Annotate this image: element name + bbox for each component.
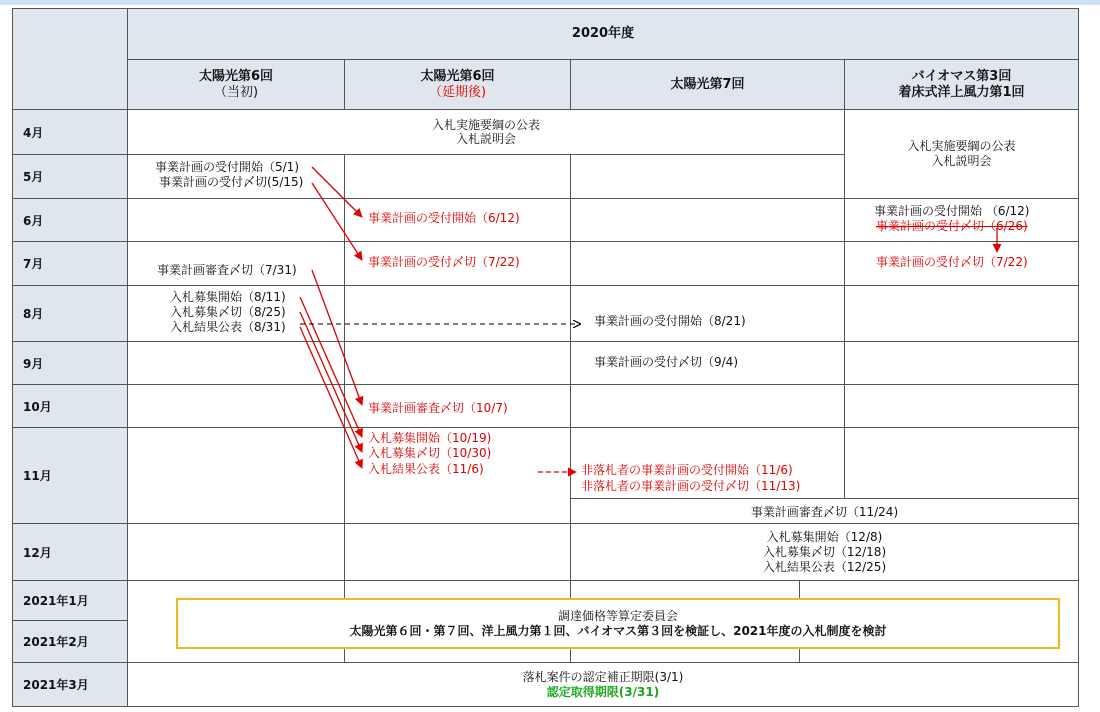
month-label: 5月 <box>12 154 128 199</box>
arrow-may-deadline-to-jul <box>312 183 362 260</box>
month-label: 2021年2月 <box>12 620 128 663</box>
march-certification-cell: 落札案件の認定補正期限(3/1) 認定取得期限(3/31) <box>127 662 1079 707</box>
month-label: 9月 <box>12 341 128 385</box>
orig-jul-review: 事業計画審査〆切（7/31) <box>157 263 297 277</box>
column-subtitle: （延期後) <box>428 84 487 100</box>
column-title: 太陽光第6回 <box>198 68 274 84</box>
month-label: 8月 <box>12 285 128 342</box>
arrow-aug-result-to-nov <box>300 327 362 468</box>
column-subtitle: （当初) <box>213 84 259 100</box>
column-title: 太陽光第6回 <box>420 68 495 84</box>
solar7-nov-nonwinner-deadline: 非落札者の事業計画の受付〆切（11/13) <box>581 479 801 493</box>
month-label: 2021年3月 <box>12 662 128 707</box>
solar7-review-deadline-cell: 事業計画審査〆切（11/24) <box>570 498 1079 524</box>
arrow-may-start-to-jun <box>312 167 362 217</box>
arrow-jul-review-to-oct <box>312 270 362 405</box>
month-label: 10月 <box>12 384 128 428</box>
biomass-jun-deadline-cancelled: 事業計画の受付〆切（6/26) <box>876 219 1028 233</box>
postponed-jul-deadline: 事業計画の受付〆切（7/22) <box>368 255 520 269</box>
month-label: 7月 <box>12 241 128 286</box>
column-title: 太陽光第7回 <box>670 76 745 92</box>
month-label: 6月 <box>12 198 128 242</box>
committee-description: 太陽光第６回・第７回、洋上風力第１回、バイオマス第３回を検証し、2021年度の入札制度を検討 <box>349 623 887 638</box>
postponed-nov-bid-start: 入札募集開始（10/19) <box>368 431 492 445</box>
column-subtitle: 着床式洋上風力第1回 <box>898 84 1025 100</box>
committee-title: 調達価格等算定委員会 <box>557 608 678 623</box>
biomass-jun-start: 事業計画の受付開始 （6/12) <box>874 204 1030 218</box>
december-bidding-cell: 入札募集開始（12/8) 入札募集〆切（12/18) 入札結果公表（12/25) <box>570 523 1079 581</box>
arrow-aug-deadline-to-nov <box>300 312 362 452</box>
solar7-aug-start: 事業計画の受付開始（8/21) <box>594 314 746 328</box>
orig-aug-result: 入札結果公表（8/31) <box>170 320 286 334</box>
solar7-nov-nonwinner-start: 非落札者の事業計画の受付開始（11/6) <box>581 463 793 477</box>
orig-aug-bid-deadline: 入札募集〆切（8/25) <box>170 305 286 319</box>
month-label: 12月 <box>12 523 128 581</box>
column-title: バイオマス第3回 <box>911 68 1012 84</box>
orig-aug-bid-start: 入札募集開始（8/11) <box>170 290 286 304</box>
month-label: 11月 <box>12 427 128 524</box>
month-label: 4月 <box>12 109 128 155</box>
postponed-jun-start: 事業計画の受付開始（6/12) <box>368 211 520 225</box>
postponed-nov-bid-deadline: 入札募集〆切（10/30) <box>368 446 492 460</box>
month-label: 2021年1月 <box>12 580 128 621</box>
solar7-sep-deadline: 事業計画の受付〆切（9/4) <box>594 355 738 369</box>
fiscal-year-label: 2020年度 <box>571 26 635 41</box>
biomass-jul-deadline: 事業計画の受付〆切（7/22) <box>876 255 1028 269</box>
biomass-apr-may-cell: 入札実施要綱の公表 入札説明会 <box>844 109 1079 199</box>
postponed-nov-result: 入札結果公表（11/6) <box>368 462 484 476</box>
postponed-oct-review: 事業計画審査〆切（10/7) <box>368 401 508 415</box>
arrow-aug-start-to-nov <box>300 297 362 437</box>
april-common-cell: 入札実施要綱の公表 入札説明会 <box>127 109 845 155</box>
orig-may-start: 事業計画の受付開始（5/1) <box>155 160 299 174</box>
orig-may-deadline: 事業計画の受付〆切(5/15) <box>159 175 304 189</box>
